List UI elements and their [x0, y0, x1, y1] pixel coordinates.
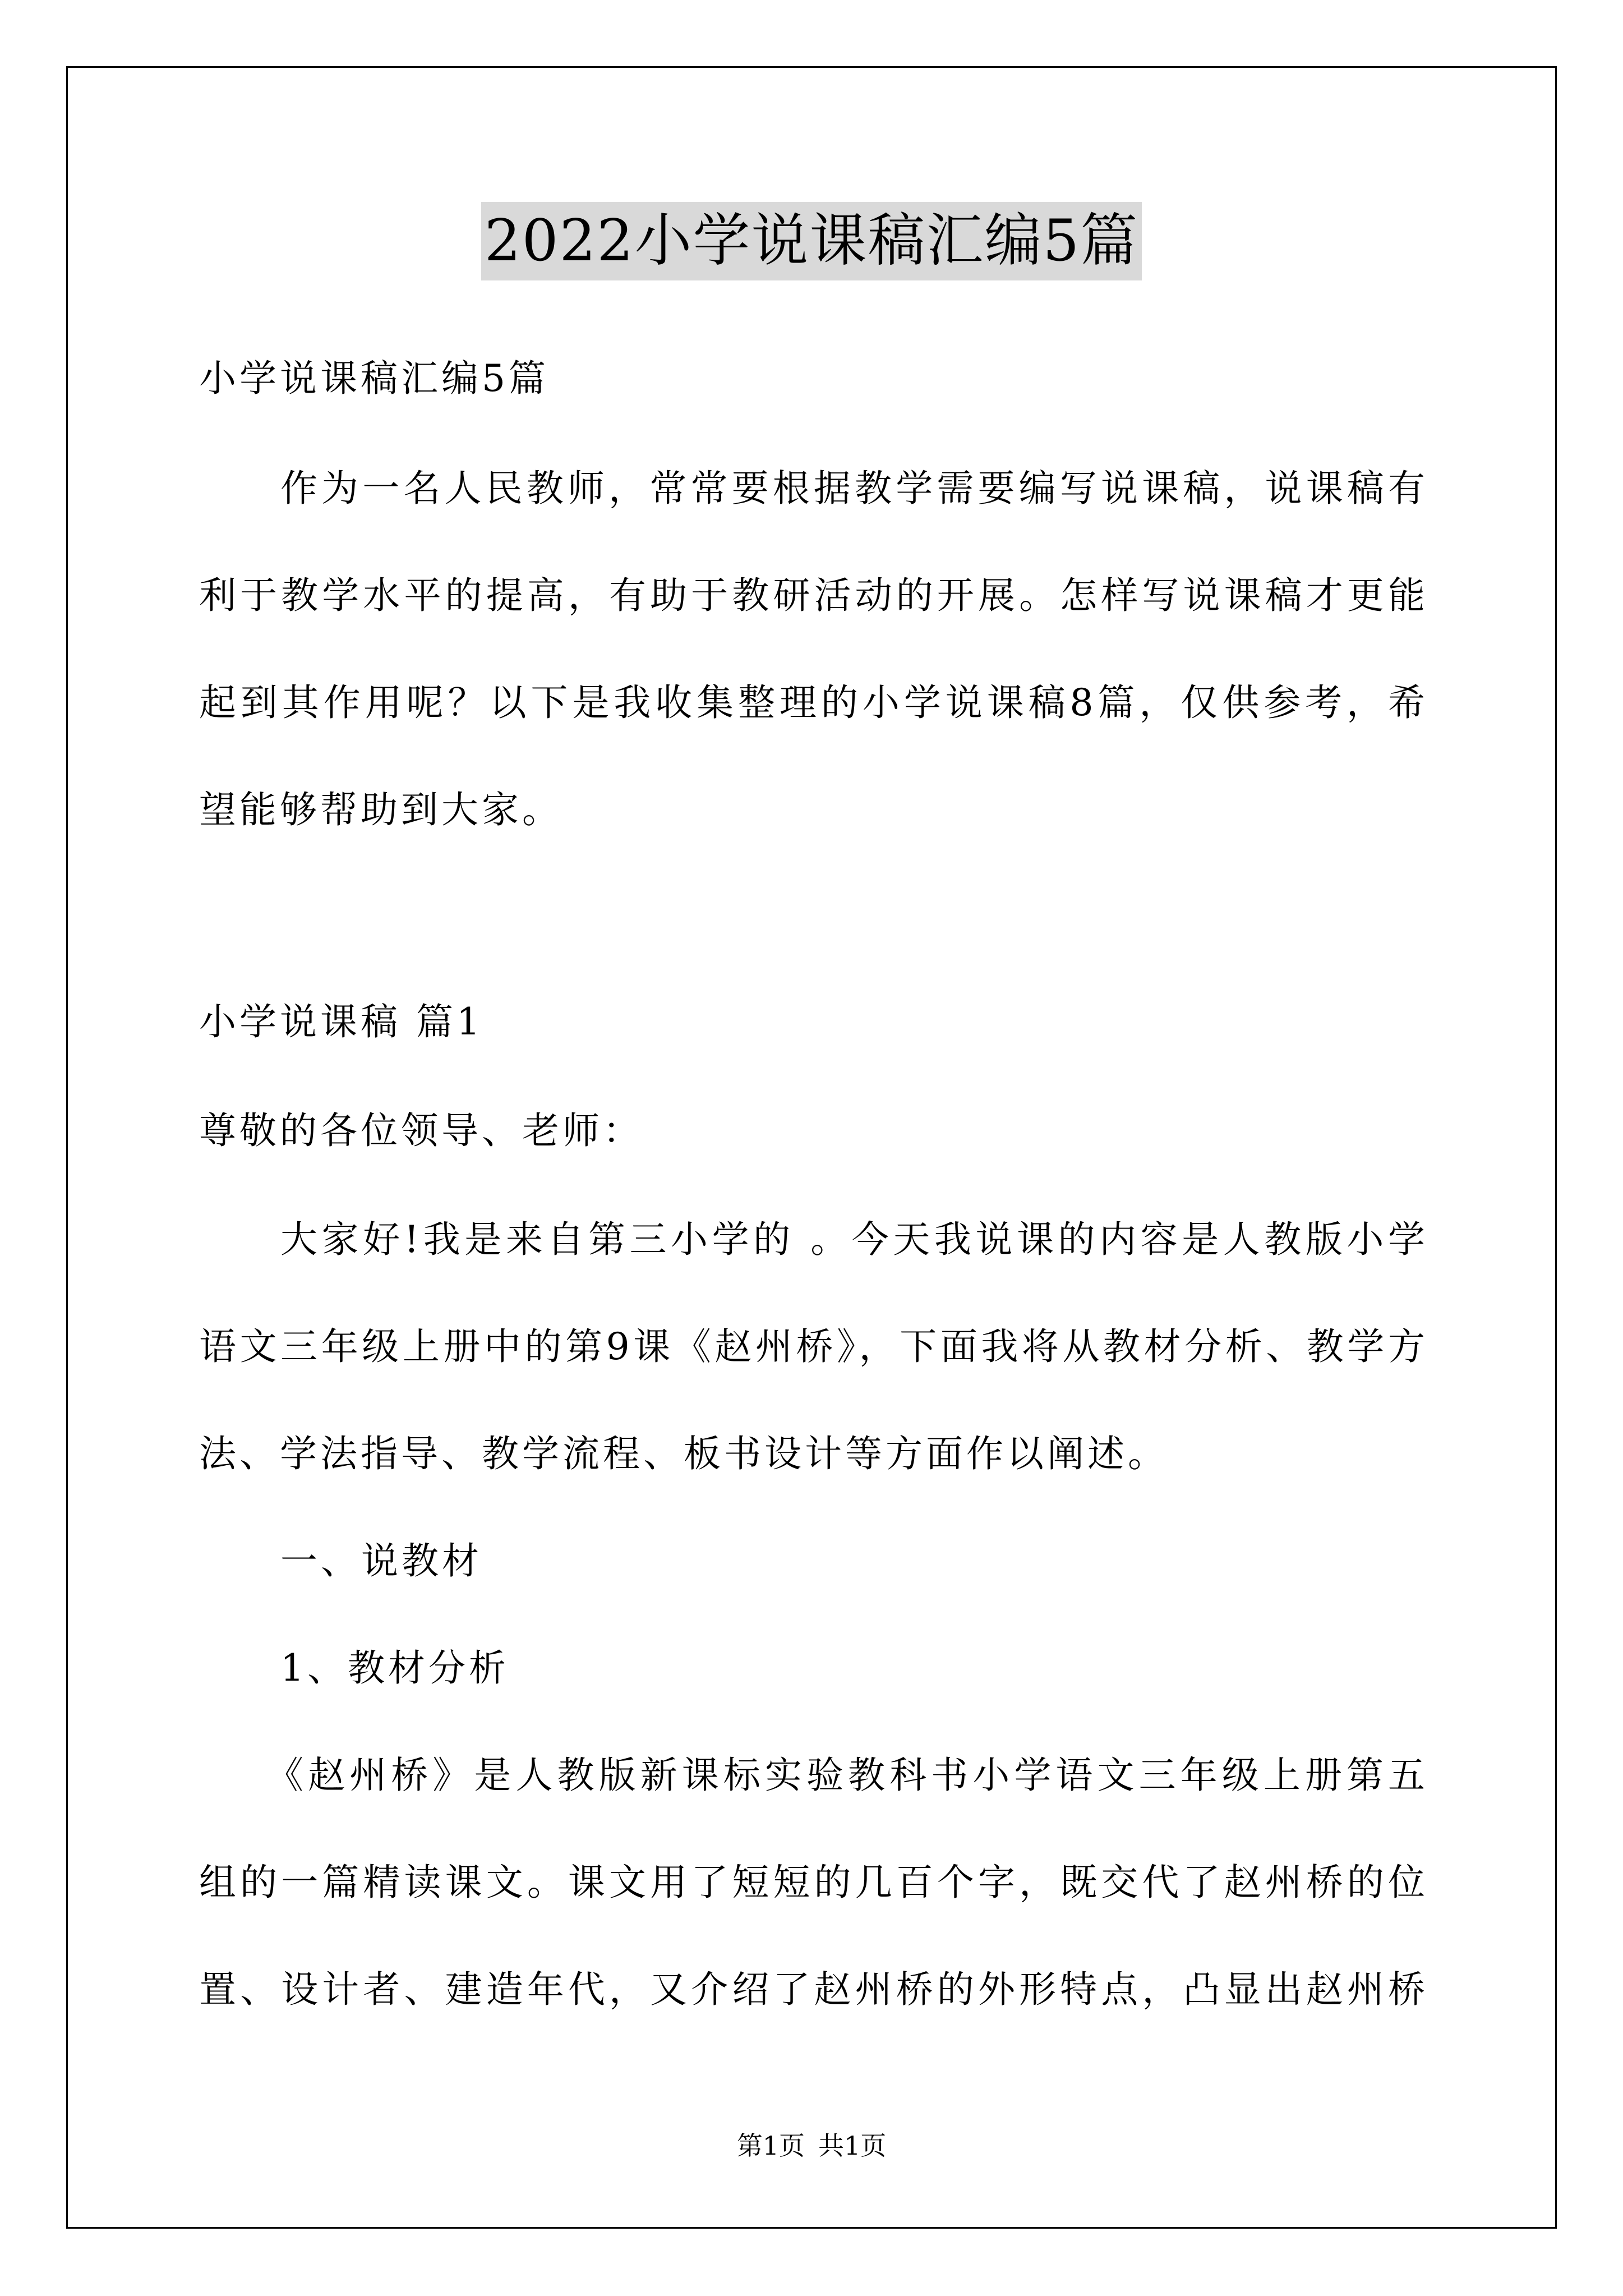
subtitle-line: 小学说课稿汇编5篇 — [199, 357, 549, 400]
paragraph-line: 置、设计者、建造年代，又介绍了赵州桥的外形特点，凸显出赵州桥 — [199, 1968, 1425, 2011]
subheading-line: 一、说教材 — [280, 1539, 482, 1582]
salutation-line: 尊敬的各位领导、老师： — [199, 1109, 643, 1152]
section-heading: 小学说课稿 篇1 — [199, 1000, 483, 1043]
paragraph-line: 《赵州桥》是人教版新课标实验教科书小学语文三年级上册第五 — [266, 1754, 1425, 1797]
paragraph-line: 组的一篇精读课文。课文用了短短的几百个字，既交代了赵州桥的位 — [199, 1861, 1425, 1904]
paragraph-line: 语文三年级上册中的第9课《赵州桥》，下面我将从教材分析、教学方 — [199, 1325, 1425, 1368]
paragraph-line: 望能够帮助到大家。 — [199, 788, 562, 831]
title-container — [0, 202, 1623, 280]
paragraph-line: 大家好!我是来自第三小学的 。今天我说课的内容是人教版小学 — [280, 1218, 1425, 1261]
document-title: 2022小学说课稿汇编5篇 — [481, 202, 1142, 280]
page-number: 第1页 — [736, 2131, 805, 2161]
paragraph-line: 作为一名人民教师，常常要根据教学需要编写说课稿，说课稿有 — [280, 467, 1425, 510]
subheading-line: 1、教材分析 — [280, 1646, 509, 1690]
page-total: 共1页 — [818, 2131, 887, 2161]
paragraph-line: 起到其作用呢？以下是我收集整理的小学说课稿8篇，仅供参考，希 — [199, 681, 1425, 724]
paragraph-line: 利于教学水平的提高，有助于教研活动的开展。怎样写说课稿才更能 — [199, 574, 1425, 617]
page-footer — [0, 2129, 1623, 2162]
paragraph-line: 法、学法指导、教学流程、板书设计等方面作以阐述。 — [199, 1432, 1168, 1475]
